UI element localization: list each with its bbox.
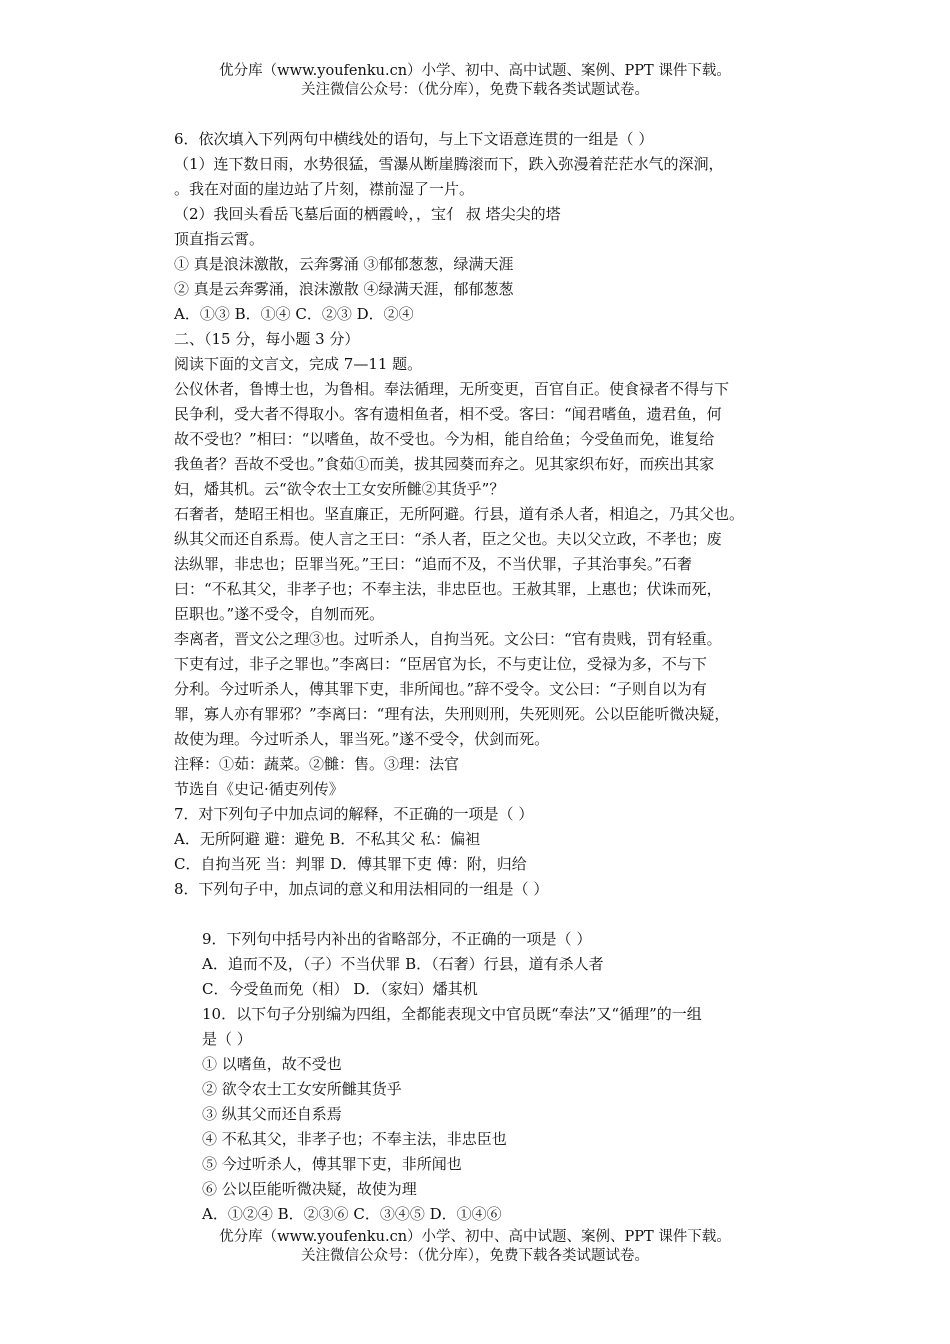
question-7-options: C．自拘当死 当：判罪 D．傅其罪下吏 傅：附，归给 [174, 855, 527, 873]
question-7-stem: 7．对下列句子中加点词的解释，不正确的一项是（ ） [174, 805, 534, 823]
footer-line-2: 关注微信公众号：（优分库），免费下载各类试题试卷。 [301, 1248, 649, 1264]
passage-line: 臣职也。”遂不受令，自刎而死。 [174, 605, 385, 623]
question-10-stem: 10．以下句子分别编为四组，全都能表现文中官员既“奉法”又“循理”的一组 [202, 1005, 702, 1023]
passage-notes: 注释：①茹：蔬菜。②雠：售。③理：法官 [174, 755, 460, 773]
question-9-options: A．追而不及，（子）不当伏罪 B．（石奢）行县，道有杀人者 [202, 955, 604, 973]
passage-line: 我鱼者？吾故不受也。”食茹①而美，拔其园葵而弃之。见其家织布好，而疾出其家 [174, 455, 715, 473]
header-line-1: 优分库（www.youfenku.cn）小学、初中、高中试题、案例、PPT 课件下载。 [219, 63, 731, 79]
question-6-option-line: ② 真是云奔雾涌，浪沫激散 ④绿满天涯，郁郁葱葱 [174, 280, 514, 298]
question-10-answers: A．①②④ B．②③⑥ C．③④⑤ D．①④⑥ [202, 1205, 502, 1223]
passage-source: 节选自《史记·循吏列传》 [174, 780, 344, 798]
question-10-stem-cont: 是（ ） [202, 1030, 252, 1048]
header-line-2: 关注微信公众号：（优分库），免费下载各类试题试卷。 [301, 82, 649, 98]
question-10-item: ① 以嗜鱼，故不受也 [202, 1055, 342, 1073]
passage-line: 妇，燔其机。云“欲令农士工女安所雠②其货乎”？ [174, 480, 505, 498]
passage-line: 故不受也？”相曰：“以嗜鱼，故不受也。今为相，能自给鱼；今受鱼而免，谁复给 [174, 430, 715, 448]
question-6-sentence-2: （2）我回头看岳飞墓后面的栖霞岭，，宝亻 叔 塔尖尖的塔 [174, 205, 561, 223]
passage-line: 纵其父而还自系焉。使人言之王曰：“杀人者，臣之父也。夫以父立政，不孝也；废 [174, 530, 722, 548]
passage-line: 石奢者，楚昭王相也。坚直廉正，无所阿避。行县，道有杀人者，相追之，乃其父也。 [174, 505, 745, 523]
footer-line-1: 优分库（www.youfenku.cn）小学、初中、高中试题、案例、PPT 课件下载。 [219, 1229, 731, 1245]
section-two-heading: 二、（15 分，每小题 3 分） [174, 330, 360, 348]
question-9-options: C．今受鱼而免（相） D．（家妇）燔其机 [202, 980, 478, 998]
page-header [0, 62, 950, 100]
question-10-item: ⑤ 今过听杀人，傅其罪下吏，非所闻也 [202, 1155, 462, 1173]
passage-line: 下吏有过，非子之罪也。”李离曰：“臣居官为长，不与吏让位，受禄为多，不与下 [174, 655, 707, 673]
question-10-item: ③ 纵其父而还自系焉 [202, 1105, 342, 1123]
reading-instruction: 阅读下面的文言文，完成 7—11 题。 [174, 355, 423, 373]
page-footer [0, 1228, 950, 1266]
question-8-stem: 8．下列句子中，加点词的意义和用法相同的一组是（ ） [174, 880, 549, 898]
question-6-option-line: ① 真是浪沫激散，云奔雾涌 ③郁郁葱葱，绿满天涯 [174, 255, 514, 273]
passage-line: 罪，寡人亦有罪邪？”李离曰：“理有法，失刑则刑，失死则死。公以臣能听微决疑， [174, 705, 730, 723]
question-6-sentence-2-cont: 顶直指云霄。 [174, 230, 265, 248]
question-6-sentence-1-cont: 。我在对面的崖边站了片刻，襟前湿了一片。 [174, 180, 475, 198]
question-10-item: ② 欲令农士工女安所雠其货乎 [202, 1080, 402, 1098]
passage-line: 公仪休者，鲁博士也，为鲁相。奉法循理，无所变更，百官自正。使食禄者不得与下 [174, 380, 730, 398]
passage-line: 民争利，受大者不得取小。客有遗相鱼者，相不受。客曰：“闻君嗜鱼，遗君鱼，何 [174, 405, 722, 423]
passage-line: 法纵罪，非忠也；臣罪当死。”王曰：“追而不及，不当伏罪，子其治事矣。”石奢 [174, 555, 693, 573]
document-body [174, 127, 814, 1227]
question-6-sentence-1: （1）连下数日雨，水势很猛，雪瀑从断崖腾滚而下，跌入弥漫着茫茫水气的深涧， [174, 155, 724, 173]
passage-line: 分利。今过听杀人，傅其罪下吏，非所闻也。”辞不受令。文公曰：“子则自以为有 [174, 680, 707, 698]
question-6-stem: 6．依次填入下列两句中横线处的语句，与上下文语意连贯的一组是（ ） [174, 130, 654, 148]
blank-gap [174, 902, 814, 927]
question-10-item: ④ 不私其父，非孝子也；不奉主法，非忠臣也 [202, 1130, 507, 1148]
question-6-answers: A．①③ B．①④ C．②③ D．②④ [174, 305, 414, 323]
passage-line: 李离者，晋文公之理③也。过听杀人，自拘当死。文公曰：“官有贵贱，罚有轻重。 [174, 630, 722, 648]
passage-line: 故使为理。今过听杀人，罪当死。”遂不受令，伏剑而死。 [174, 730, 550, 748]
question-9-stem: 9．下列句中括号内补出的省略部分，不正确的一项是（ ） [202, 930, 592, 948]
question-7-options: A．无所阿避 避：避免 B．不私其父 私：偏袒 [174, 830, 481, 848]
passage-line: 曰：“不私其父，非孝子也；不奉主法，非忠臣也。王赦其罪，上惠也；伏诛而死， [174, 580, 722, 598]
question-10-item: ⑥ 公以臣能听微决疑，故使为理 [202, 1180, 417, 1198]
